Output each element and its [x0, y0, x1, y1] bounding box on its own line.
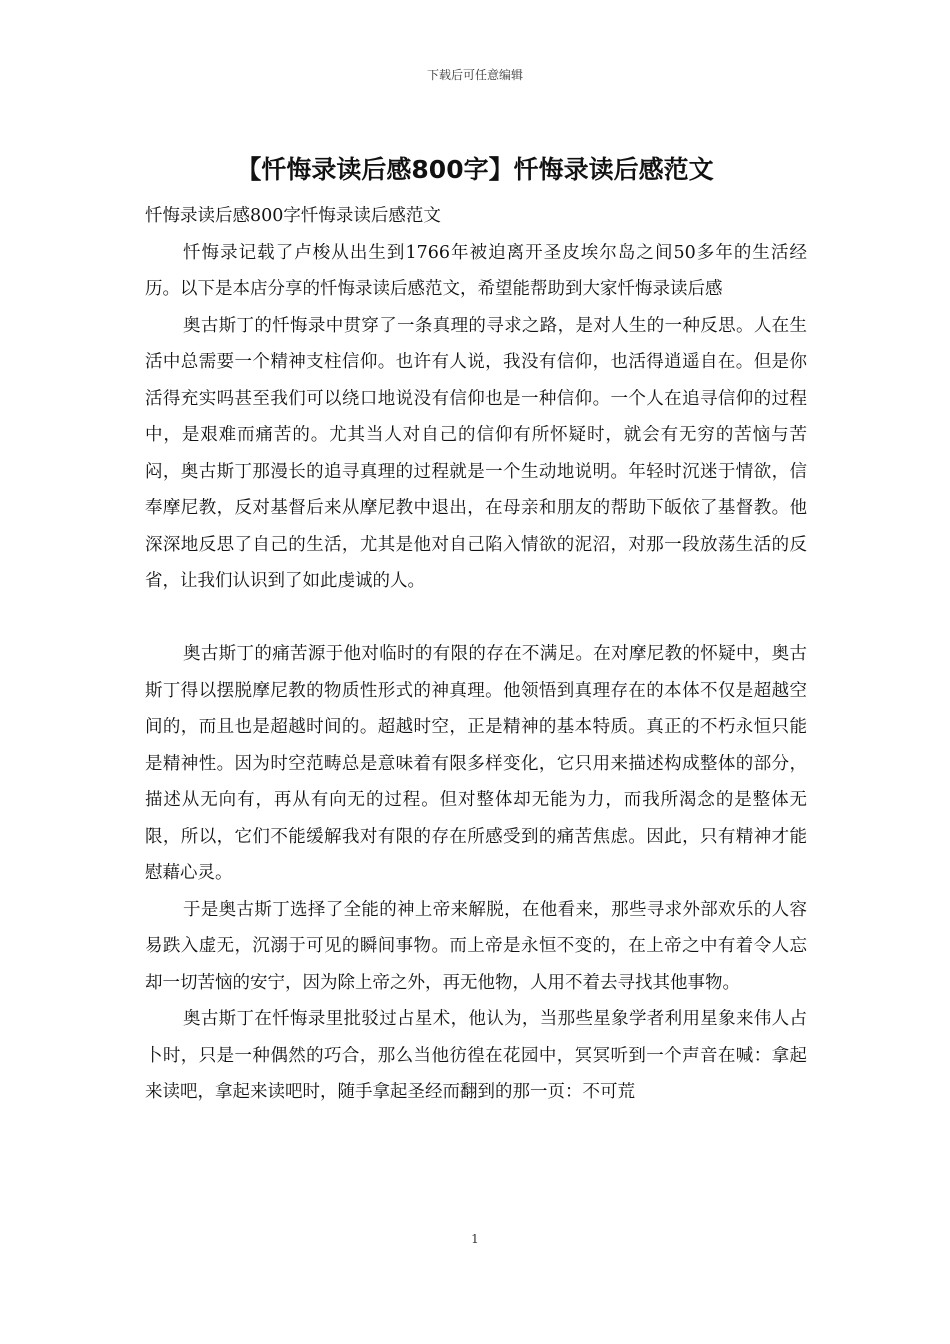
- paragraph-3: 奥古斯丁的痛苦源于他对临时的有限的存在不满足。在对摩尼教的怀疑中，奥古斯丁得以摆脱摩尼教的物质性形式的神真理。他领悟到真理存在的本体不仅是超越空间的，而且也是超越时间的。超越时空，正是精神的基本特质。真正的不朽永恒只能是精神性。因为时空范畴总是意味着有限多样变化，它只用来描述构成整体的部分，描述从无向有，再从有向无的过程。但对整体却无能为力，而我所渴念的是整体无限，所以，它们不能缓解我对有限的存在所感受到的痛苦焦虑。因此，只有精神才能慰藉心灵。: [145, 644, 807, 883]
- document-title: 【忏悔录读后感800字】忏悔录读后感范文: [236, 155, 714, 184]
- paragraph-spacer: [145, 600, 807, 637]
- paragraph-4: 于是奥古斯丁选择了全能的神上帝来解脱，在他看来，那些寻求外部欢乐的人容易跌入虚无，沉溺于可见的瞬间事物。而上帝是永恒不变的，在上帝之中有着令人忘却一切苦恼的安宁，因为除上帝之外，再无他物，人用不着去寻找其他事物。: [145, 899, 807, 993]
- paragraph-5: 奥古斯丁在忏悔录里批驳过占星术，他认为，当那些星象学者利用星象来伟人占卜时，只是一种偶然的巧合，那么当他彷徨在花园中，冥冥听到一个声音在喊：拿起来读吧，拿起来读吧时，随手拿起圣经而翻到的那一页：不可荒: [145, 1009, 807, 1102]
- document-body: [145, 198, 807, 1111]
- paragraph-2: 奥古斯丁的忏悔录中贯穿了一条真理的寻求之路，是对人生的一种反思。人在生活中总需要一个精神支柱信仰。也许有人说，我没有信仰，也活得逍遥自在。但是你活得充实吗甚至我们可以绕口地说没有信仰也是一种信仰。一个人在追寻信仰的过程中，是艰难而痛苦的。尤其当人对自己的信仰有所怀疑时，就会有无穷的苦恼与苦闷，奥古斯丁那漫长的追寻真理的过程就是一个生动地说明。年轻时沉迷于情欲，信奉摩尼教，反对基督后来从摩尼教中退出，在母亲和朋友的帮助下皈依了基督教。他深深地反思了自己的生活，尤其是他对自己陷入情欲的泥沼，对那一段放荡生活的反省，让我们认识到了如此虔诚的人。: [145, 315, 807, 591]
- header-note: 下载后可任意编辑: [426, 68, 523, 82]
- paragraph-intro: 忏悔录记载了卢梭从出生到1766年被迫离开圣皮埃尔岛之间50多年的生活经历。以下是本店分享的忏悔录读后感范文，希望能帮助到大家忏悔录读后感: [145, 242, 807, 299]
- page-number: 1: [471, 1232, 479, 1246]
- subtitle-line: 忏悔录读后感800字忏悔录读后感范文: [145, 206, 441, 226]
